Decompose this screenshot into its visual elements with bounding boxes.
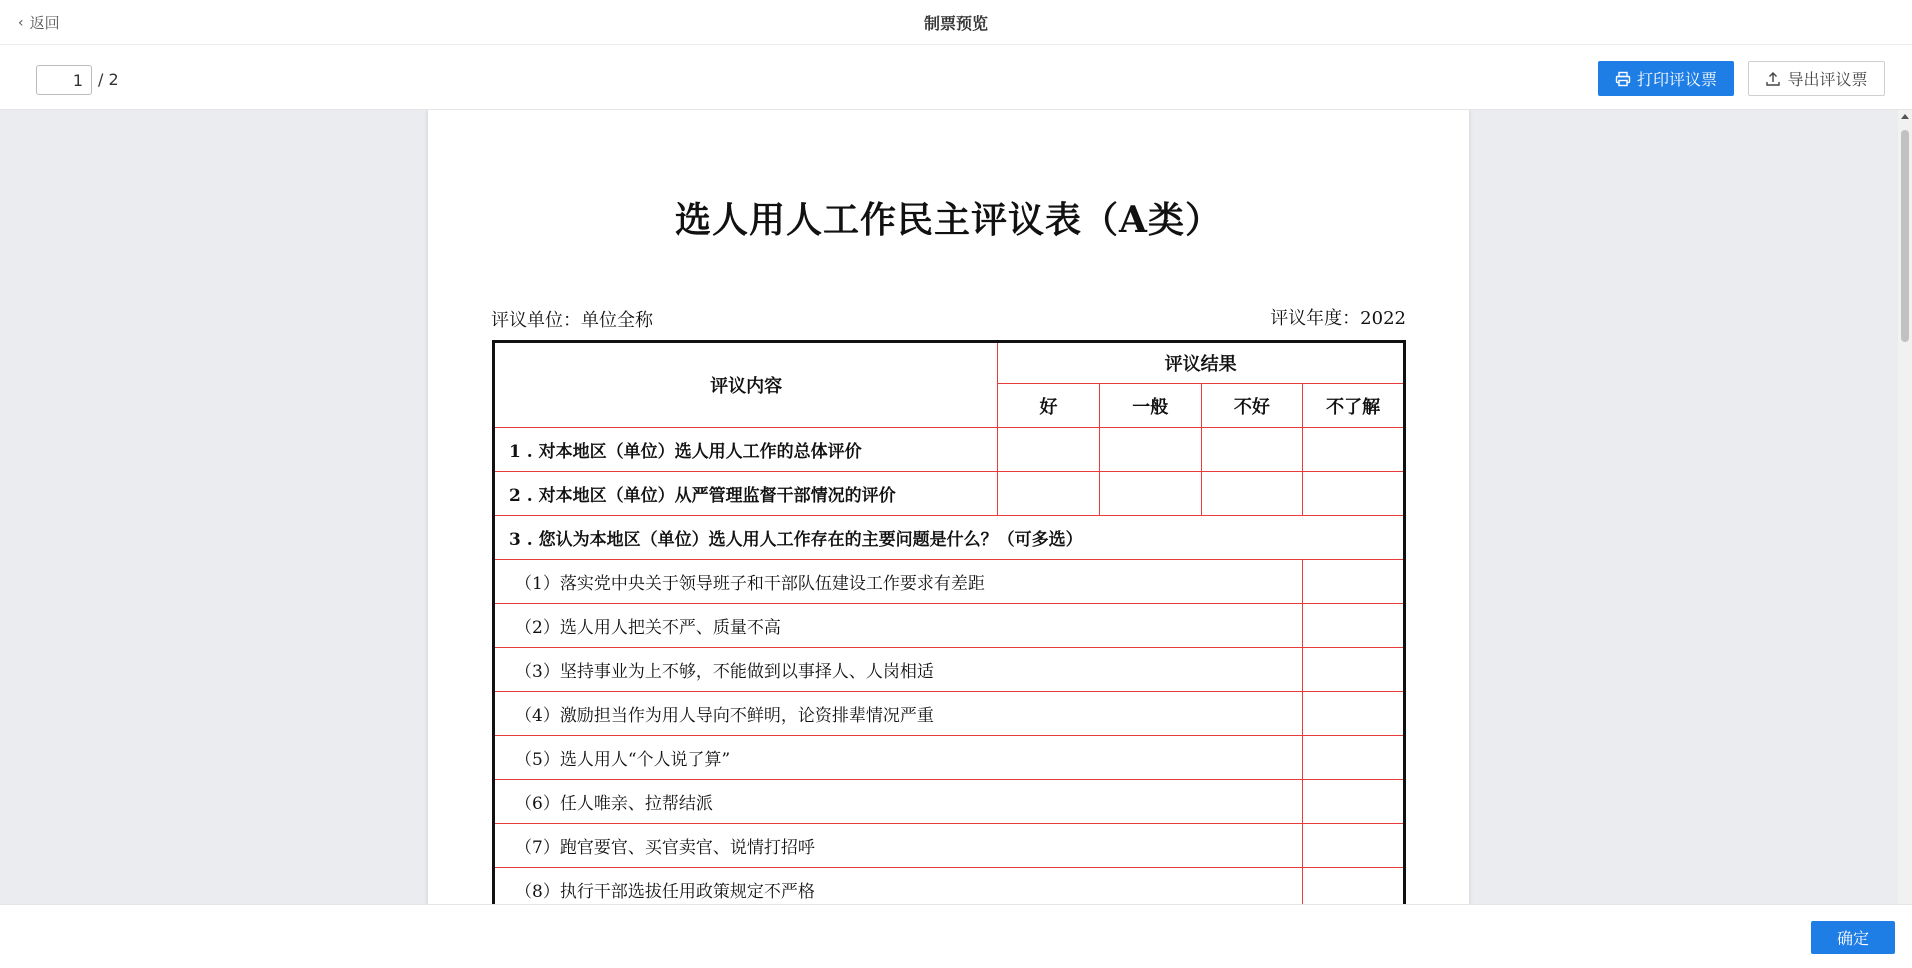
document-title: 选人用人工作民主评议表（A类） [675,199,1222,241]
evaluation-year: 评议年度：2022 [1270,308,1406,329]
footer-bar [0,904,1912,968]
option-5: （5）选人用人“个人说了算” [494,736,1303,780]
confirm-button[interactable]: 确定 [1811,921,1895,954]
option-8: （8）执行干部选拔任用政策规定不严格 [494,868,1303,905]
answer-cell [998,428,1100,472]
option-7: （7）跑官要官、买官卖官、说情打招呼 [494,824,1303,868]
page-total: / 2 [98,70,119,89]
answer-cell [1303,604,1405,648]
scroll-up-arrow-icon[interactable] [1901,114,1909,119]
print-ballot-label: 打印评议票 [1636,72,1717,89]
print-ballot-button[interactable] [1598,61,1734,96]
back-label: 返回 [29,14,60,32]
col-bad-header: 不好 [1201,384,1303,428]
answer-cell [1099,472,1201,516]
answer-cell [1303,428,1405,472]
export-ballot-button[interactable] [1748,61,1885,96]
evaluation-unit: 评议单位：单位全称 [491,310,653,331]
col-normal-header: 一般 [1099,384,1201,428]
page-title: 制票预览 [923,14,988,33]
table-row [494,692,1405,736]
answer-cell [1303,824,1405,868]
col-content-header: 评议内容 [494,342,998,428]
answer-cell [1099,428,1201,472]
page-number-input[interactable] [36,65,92,95]
option-4: （4）激励担当作为用人导向不鲜明，论资排辈情况严重 [494,692,1303,736]
preview-area[interactable] [0,110,1912,904]
top-header [0,0,1912,45]
answer-cell [1303,868,1405,905]
table-row [494,472,1405,516]
evaluation-table [492,340,1406,904]
answer-cell [1303,692,1405,736]
answer-cell [1303,736,1405,780]
chevron-left-icon: ‹ [18,14,24,31]
table-row [494,736,1405,780]
option-3: （3）坚持事业为上不够，不能做到以事择人、人岗相适 [494,648,1303,692]
answer-cell [1303,472,1405,516]
table-row [494,516,1405,560]
table-row [494,604,1405,648]
answer-cell [1303,780,1405,824]
table-row [494,824,1405,868]
printer-icon [1615,71,1631,87]
answer-cell [1303,560,1405,604]
table-row [494,560,1405,604]
option-6: （6）任人唯亲、拉帮结派 [494,780,1303,824]
answer-cell [1201,472,1303,516]
table-row [494,428,1405,472]
option-1: （1）落实党中央关于领导班子和干部队伍建设工作要求有差距 [494,560,1303,604]
col-unknown-header: 不了解 [1303,384,1405,428]
col-result-header: 评议结果 [998,342,1405,384]
question-2: 2 . 对本地区（单位）从严管理监督干部情况的评价 [494,472,998,516]
answer-cell [1201,428,1303,472]
table-row [494,648,1405,692]
table-row [494,780,1405,824]
answer-cell [998,472,1100,516]
scrollbar-thumb[interactable] [1901,130,1909,342]
col-good-header: 好 [998,384,1100,428]
question-3: 3 . 您认为本地区（单位）选人用人工作存在的主要问题是什么？（可多选） [494,516,1405,560]
option-2: （2）选人用人把关不严、质量不高 [494,604,1303,648]
export-ballot-label: 导出评议票 [1787,72,1868,89]
question-1: 1 . 对本地区（单位）选人用人工作的总体评价 [494,428,998,472]
table-row [494,868,1405,905]
table-header-row [494,342,1405,384]
answer-cell [1303,648,1405,692]
toolbar [0,45,1912,110]
upload-icon [1765,71,1781,87]
document-page [428,110,1469,904]
